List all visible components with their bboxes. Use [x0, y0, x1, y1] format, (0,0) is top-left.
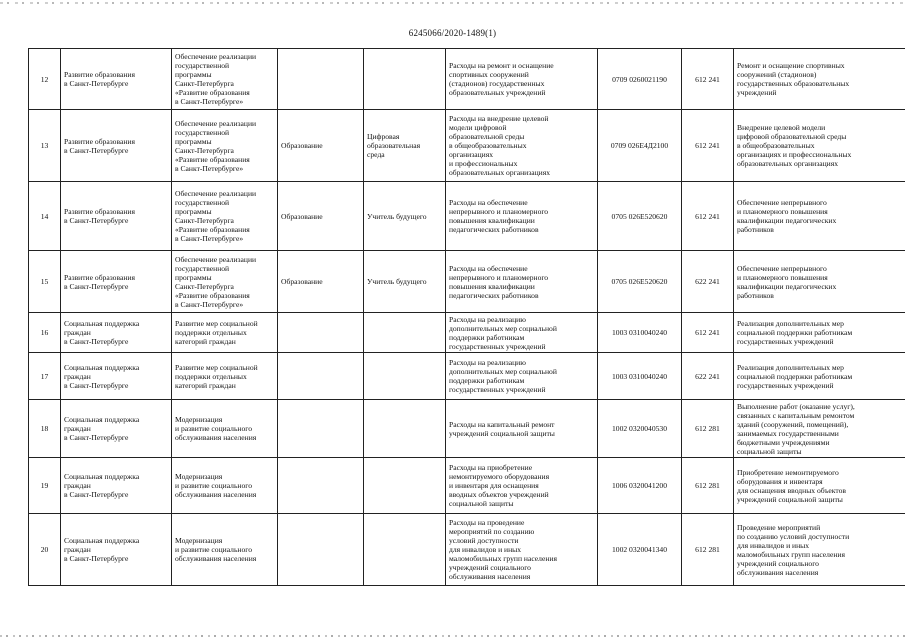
budget-code-cell	[598, 110, 682, 182]
national-project-cell	[278, 110, 364, 182]
task-cell-text: Обеспечение реализации государственной программы Санкт-Петербурга «Развитие образования в Санкт-Петербурге»	[175, 118, 257, 173]
federal-project-cell	[364, 458, 446, 514]
expense-cell-text: Расходы на реализацию дополнительных мер социальной поддержки работникам государственных учреждений	[449, 314, 557, 351]
expense-type-cell-text: 622 241	[695, 277, 720, 286]
program-cell-text: Социальная поддержка граждан в Санкт-Петербурге	[64, 362, 140, 390]
purpose-cell	[734, 49, 905, 110]
row-number-text: 14	[40, 211, 49, 221]
expense-type-cell-text: 622 241	[695, 371, 720, 381]
row-number	[29, 110, 61, 182]
expense-type-cell-text: 612 281	[695, 424, 720, 433]
federal-project-cell	[364, 353, 446, 400]
table-row	[29, 458, 905, 514]
budget-code-cell-text: 1003 0310040240	[611, 371, 668, 381]
expense-type-cell-text: 612 241	[695, 141, 720, 150]
task-cell	[172, 110, 278, 182]
expense-type-cell	[682, 49, 734, 110]
national-project-cell-text: Образование	[281, 141, 323, 150]
expense-type-cell	[682, 400, 734, 458]
national-project-cell	[278, 313, 364, 353]
national-project-cell	[278, 400, 364, 458]
program-cell	[61, 313, 172, 353]
federal-project-cell	[364, 400, 446, 458]
expense-type-cell	[682, 353, 734, 400]
program-cell-text: Социальная поддержка граждан в Санкт-Петербурге	[64, 536, 140, 563]
row-number	[29, 49, 61, 110]
expense-type-cell	[682, 458, 734, 514]
expense-cell-text: Расходы на ремонт и оснащение спортивных сооружений (стадионов) государственных образовательных учреждений	[449, 61, 554, 97]
table-row	[29, 251, 905, 313]
table-row	[29, 514, 905, 586]
task-cell	[172, 514, 278, 586]
task-cell-text: Обеспечение реализации государственной программы Санкт-Петербурга «Развитие образования в Санкт-Петербурге»	[175, 254, 257, 309]
federal-project-cell	[364, 110, 446, 182]
row-number	[29, 514, 61, 586]
task-cell	[172, 49, 278, 110]
program-cell	[61, 400, 172, 458]
row-number-text: 12	[40, 74, 49, 84]
row-number	[29, 313, 61, 353]
document-number: 6245066/2020-1489(1)	[408, 28, 497, 38]
task-cell-text: Модернизация и развитие социального обслуживания населения	[175, 536, 257, 563]
task-cell	[172, 251, 278, 313]
purpose-cell	[734, 400, 905, 458]
national-project-cell	[278, 353, 364, 400]
expense-type-cell	[682, 110, 734, 182]
federal-project-cell-text: Цифровая образовательная среда	[367, 132, 421, 159]
purpose-cell-text: Реализация дополнительных мер социальной поддержки работникам государственных учреждений	[737, 362, 853, 390]
purpose-cell-text: Проведение мероприятий по созданию условий доступности для инвалидов и иных маломобильных групп населения учреждений социального обслуживания населения	[737, 522, 850, 577]
expense-type-cell	[682, 514, 734, 586]
purpose-cell	[734, 514, 905, 586]
purpose-cell-text: Выполнение работ (оказание услуг), связанных с капитальным ремонтом зданий (сооружений, помещений), занимаемых государственными бюджетными учреждениями социальной защиты	[737, 401, 855, 456]
national-project-cell	[278, 458, 364, 514]
row-number-text: 18	[40, 424, 49, 433]
program-cell	[61, 182, 172, 251]
row-number-text: 16	[40, 328, 49, 337]
budget-code-cell	[598, 353, 682, 400]
task-cell-text: Развитие мер социальной поддержки отдельных категорий граждан	[175, 319, 258, 346]
table-row	[29, 110, 905, 182]
row-number	[29, 353, 61, 400]
budget-code-cell-text: 0709 0260021190	[612, 74, 667, 84]
national-project-cell-text: Образование	[281, 277, 323, 286]
program-cell-text: Социальная поддержка граждан в Санкт-Петербурге	[64, 472, 140, 499]
row-number	[29, 251, 61, 313]
budget-code-cell-text: 1006 0320041200	[611, 481, 668, 490]
expense-cell	[446, 514, 598, 586]
table-row	[29, 400, 905, 458]
program-cell-text: Развитие образования в Санкт-Петербурге	[64, 70, 135, 88]
expense-type-cell-text: 612 241	[695, 328, 720, 337]
program-cell	[61, 458, 172, 514]
task-cell	[172, 353, 278, 400]
purpose-cell	[734, 458, 905, 514]
program-cell-text: Развитие образования в Санкт-Петербурге	[64, 207, 135, 225]
expense-type-cell	[682, 313, 734, 353]
budget-code-cell	[598, 182, 682, 251]
task-cell-text: Модернизация и развитие социального обслуживания населения	[175, 415, 257, 442]
program-cell	[61, 110, 172, 182]
federal-project-cell	[364, 251, 446, 313]
expense-type-cell-text: 612 281	[695, 481, 720, 490]
expense-cell-text: Расходы на обеспечение непрерывного и планомерного повышения квалификации педагогических работников	[449, 263, 549, 300]
expense-cell	[446, 353, 598, 400]
national-project-cell	[278, 514, 364, 586]
budget-code-cell	[598, 458, 682, 514]
table-row	[29, 353, 905, 400]
budget-code-cell-text: 0709 026Е4Д2100	[610, 141, 669, 150]
federal-project-cell	[364, 514, 446, 586]
program-cell	[61, 251, 172, 313]
table-row	[29, 49, 905, 110]
federal-project-cell-text: Учитель будущего	[367, 277, 427, 286]
program-cell	[61, 49, 172, 110]
expense-cell	[446, 182, 598, 251]
national-project-cell	[278, 49, 364, 110]
federal-project-cell-text: Учитель будущего	[367, 211, 427, 221]
federal-project-cell	[364, 182, 446, 251]
expense-cell	[446, 110, 598, 182]
task-cell	[172, 182, 278, 251]
task-cell-text: Модернизация и развитие социального обслуживания населения	[175, 472, 257, 499]
purpose-cell-text: Обеспечение непрерывного и планомерного повышения квалификации педагогических работников	[737, 198, 837, 234]
budget-code-cell	[598, 400, 682, 458]
national-project-cell	[278, 251, 364, 313]
expense-type-cell-text: 612 281	[695, 545, 720, 554]
budget-code-cell-text: 1002 0320040530	[611, 424, 668, 433]
budget-code-cell	[598, 251, 682, 313]
budget-code-cell	[598, 313, 682, 353]
scan-artifact-top	[0, 2, 905, 4]
expense-cell	[446, 251, 598, 313]
program-cell-text: Развитие образования в Санкт-Петербурге	[64, 272, 135, 291]
purpose-cell	[734, 182, 905, 251]
program-cell-text: Социальная поддержка граждан в Санкт-Петербурге	[64, 319, 140, 346]
table-body	[29, 49, 905, 586]
task-cell-text: Обеспечение реализации государственной программы Санкт-Петербурга «Развитие образования в Санкт-Петербурге»	[175, 52, 257, 106]
expense-cell	[446, 49, 598, 110]
row-number-text: 13	[40, 141, 49, 150]
purpose-cell	[734, 251, 905, 313]
expense-cell-text: Расходы на обеспечение непрерывного и планомерного повышения квалификации педагогических работников	[449, 198, 549, 234]
budget-code-cell-text: 0705 026Е520620	[611, 211, 668, 221]
task-cell-text: Обеспечение реализации государственной программы Санкт-Петербурга «Развитие образования в Санкт-Петербурге»	[175, 189, 257, 243]
program-cell-text: Социальная поддержка граждан в Санкт-Петербурге	[64, 415, 140, 442]
expense-cell-text: Расходы на внедрение целевой модели цифровой образовательной среды в общеобразовательных организациях и профессиональных образовательных организациях	[449, 114, 551, 177]
budget-code-cell-text: 1003 0310040240	[611, 328, 668, 337]
expense-cell	[446, 400, 598, 458]
expense-cell-text: Расходы на проведение мероприятий по созданию условий доступности для инвалидов и иных маломобильных групп населения учреждений социального обслуживания населения	[449, 518, 557, 581]
task-cell	[172, 458, 278, 514]
row-number	[29, 182, 61, 251]
purpose-cell	[734, 110, 905, 182]
task-cell	[172, 400, 278, 458]
federal-project-cell	[364, 313, 446, 353]
program-cell	[61, 514, 172, 586]
task-cell-text: Развитие мер социальной поддержки отдельных категорий граждан	[175, 362, 258, 390]
budget-code-cell	[598, 514, 682, 586]
task-cell	[172, 313, 278, 353]
purpose-cell-text: Внедрение целевой модели цифровой образовательной среды в общеобразовательных организациях и профессиональных образовательных организациях	[737, 123, 852, 168]
program-cell-text: Развитие образования в Санкт-Петербурге	[64, 136, 135, 155]
federal-project-cell	[364, 49, 446, 110]
expense-cell	[446, 458, 598, 514]
expense-type-cell-text: 612 241	[695, 74, 720, 84]
expense-type-cell-text: 612 241	[695, 211, 720, 221]
purpose-cell-text: Реализация дополнительных мер социальной поддержки работникам государственных учреждений	[737, 319, 853, 346]
table-row	[29, 182, 905, 251]
scan-artifact-bottom	[0, 635, 905, 637]
budget-code-cell-text: 1002 0320041340	[611, 545, 668, 554]
row-number-text: 20	[40, 545, 49, 554]
expense-cell-text: Расходы на капитальный ремонт учреждений социальной защиты	[449, 419, 555, 438]
row-number	[29, 458, 61, 514]
budget-code-cell	[598, 49, 682, 110]
expense-cell-text: Расходы на приобретение немонтируемого оборудования и инвентаря для оснащения вводных объектов учреждений социальной защиты	[449, 463, 550, 508]
purpose-cell	[734, 353, 905, 400]
row-number-text: 19	[40, 481, 49, 490]
row-number-text: 15	[40, 277, 49, 286]
table-row	[29, 313, 905, 353]
expense-cell-text: Расходы на реализацию дополнительных мер социальной поддержки работникам государственных учреждений	[449, 358, 557, 394]
expense-cell	[446, 313, 598, 353]
budget-table	[28, 48, 905, 586]
budget-code-cell-text: 0705 026Е520620	[611, 277, 668, 286]
row-number	[29, 400, 61, 458]
program-cell	[61, 353, 172, 400]
national-project-cell	[278, 182, 364, 251]
purpose-cell	[734, 313, 905, 353]
purpose-cell-text: Приобретение немонтируемого оборудования и инвентаря для оснащения вводных объектов учреждений социальной защиты	[737, 467, 846, 504]
expense-type-cell	[682, 182, 734, 251]
national-project-cell-text: Образование	[281, 211, 323, 221]
purpose-cell-text: Ремонт и оснащение спортивных сооружений (стадионов) государственных образовательных учреждений	[737, 61, 850, 97]
purpose-cell-text: Обеспечение непрерывного и планомерного повышения квалификации педагогических работников	[737, 263, 837, 300]
row-number-text: 17	[40, 371, 49, 381]
expense-type-cell	[682, 251, 734, 313]
